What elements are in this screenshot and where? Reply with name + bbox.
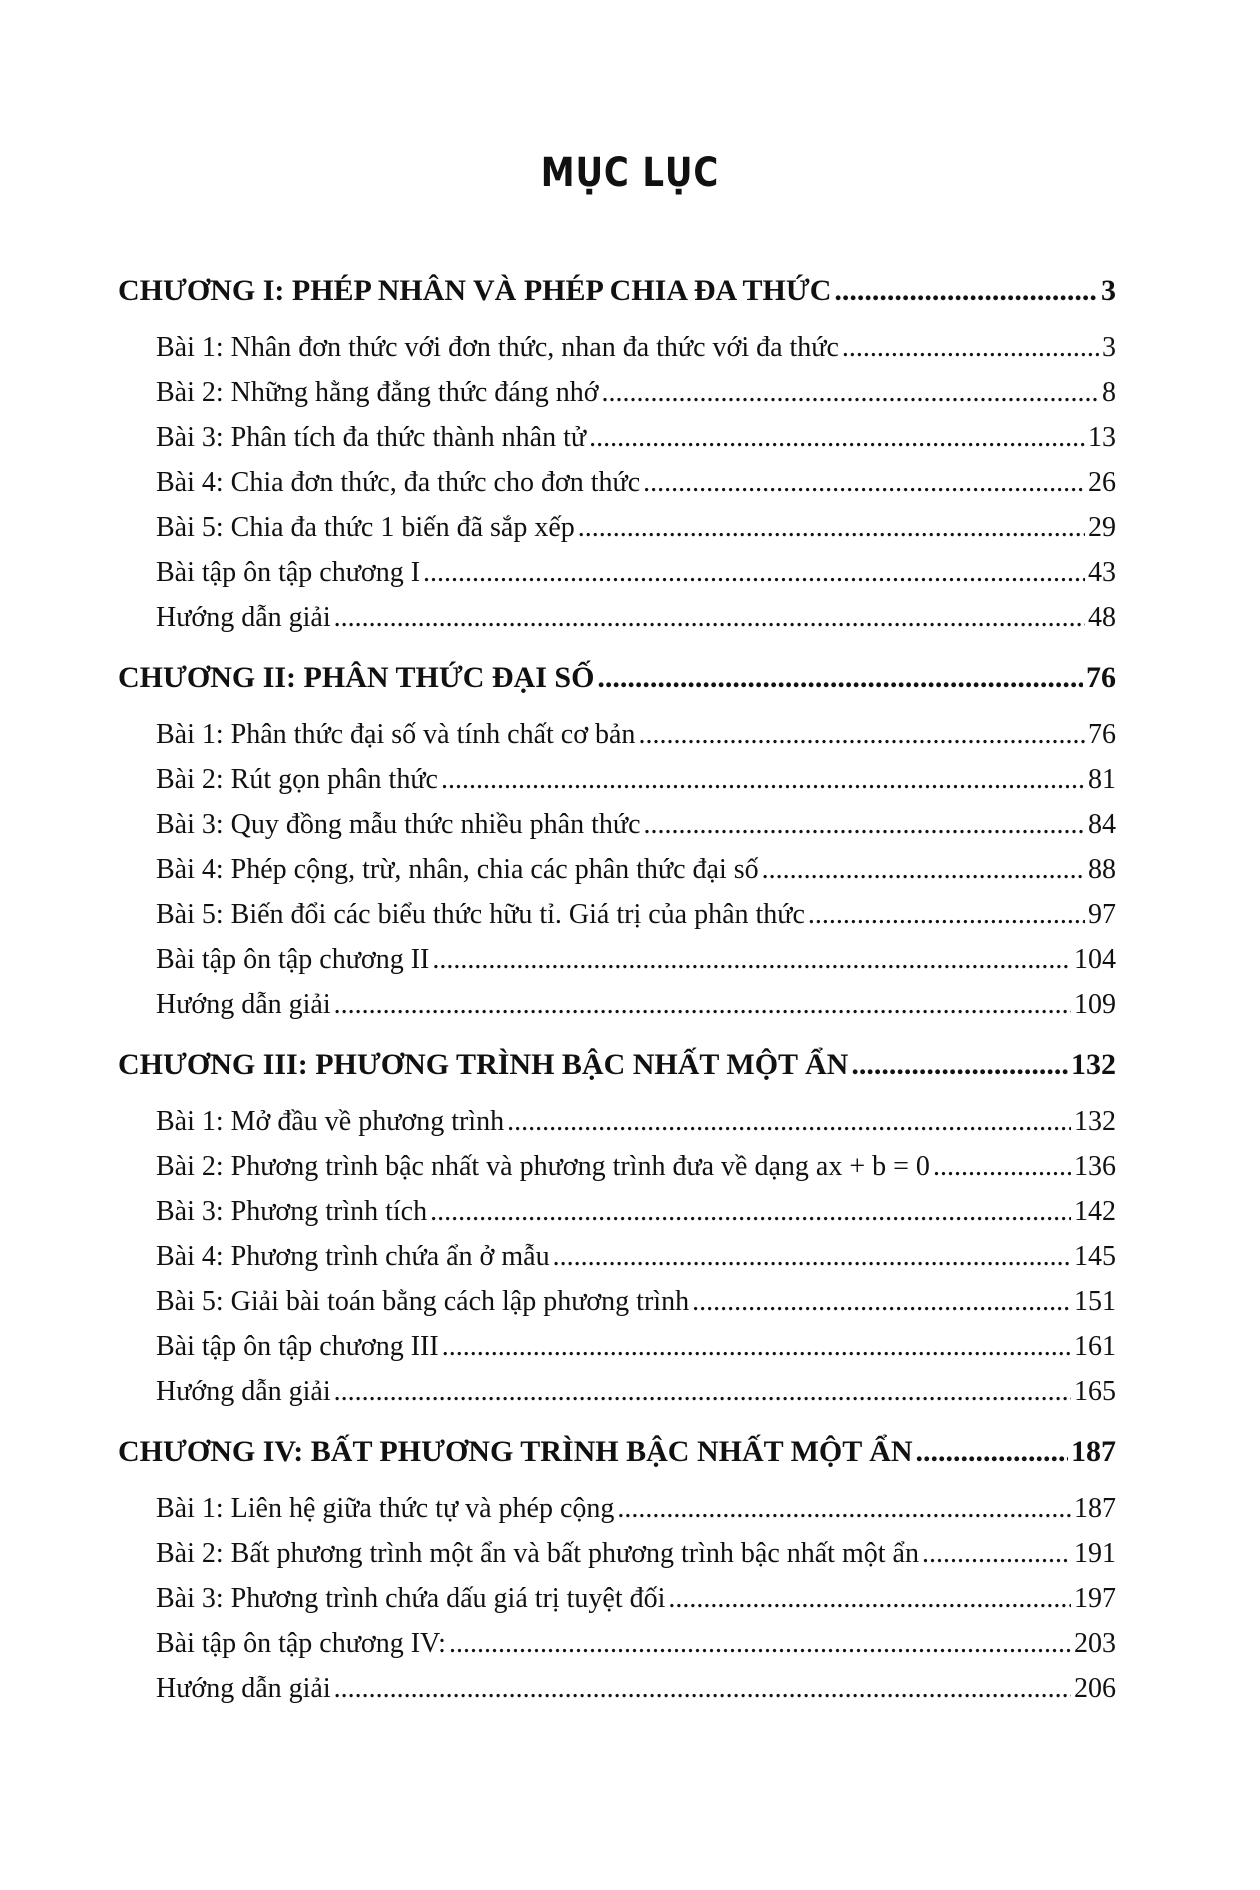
toc-entry[interactable] — [118, 1189, 1116, 1234]
dot-leader — [842, 325, 1099, 370]
toc-entry-label: Bài tập ôn tập chương I — [156, 557, 421, 588]
dot-leader — [334, 982, 1071, 1027]
page-number: 3 — [1101, 274, 1116, 307]
page-number: 84 — [1088, 809, 1116, 840]
toc-entry-label: Bài tập ôn tập chương III — [156, 1331, 439, 1362]
toc-entry[interactable] — [118, 1486, 1116, 1531]
toc-entry[interactable] — [118, 460, 1116, 505]
toc-entry-label: Bài 4: Phép cộng, trừ, nhân, chia các phân thức đại số — [156, 854, 759, 885]
page-number: 48 — [1088, 602, 1116, 633]
toc-entry[interactable] — [118, 415, 1116, 460]
toc-entry-label: Hướng dẫn giải — [156, 1673, 331, 1704]
page-number: 197 — [1074, 1583, 1116, 1614]
toc-entry-label: Bài 4: Chia đơn thức, đa thức cho đơn thức — [156, 467, 641, 498]
toc-entry-label: Bài 2: Bất phương trình một ẩn và bất phương trình bậc nhất một ẩn — [156, 1538, 919, 1569]
dot-leader — [638, 712, 1085, 757]
dot-leader — [553, 1234, 1071, 1279]
page-number: 187 — [1074, 1493, 1116, 1524]
page-number: 132 — [1071, 1048, 1116, 1081]
toc-entry[interactable] — [118, 1144, 1116, 1189]
page-number: 132 — [1074, 1106, 1116, 1137]
toc-entry[interactable] — [118, 595, 1116, 640]
toc-entry-label: Bài 2: Rút gọn phân thức — [156, 764, 438, 795]
dot-leader — [834, 268, 1098, 313]
toc-entry-label: Bài 1: Phân thức đại số và tính chất cơ bản — [156, 719, 636, 750]
toc-entry[interactable] — [118, 1324, 1116, 1369]
toc-entry[interactable] — [118, 505, 1116, 550]
toc-entry-label: Bài 3: Phương trình chứa dấu giá trị tuyệt đối — [156, 1583, 666, 1614]
toc-entry-label: Bài tập ôn tập chương IV: — [156, 1628, 446, 1659]
page-number: 29 — [1088, 512, 1116, 543]
page-number: 97 — [1088, 899, 1116, 930]
toc-entry[interactable] — [118, 1234, 1116, 1279]
page-number: 3 — [1102, 332, 1116, 363]
toc-entry[interactable] — [118, 847, 1116, 892]
dot-leader — [617, 1486, 1071, 1531]
toc-entry[interactable] — [118, 982, 1116, 1027]
dot-leader — [922, 1531, 1071, 1576]
dot-leader — [423, 550, 1085, 595]
page-number: 109 — [1074, 989, 1116, 1020]
page-number: 136 — [1074, 1151, 1116, 1182]
toc-entry[interactable] — [118, 1099, 1116, 1144]
toc-chapter[interactable] — [118, 1429, 1116, 1474]
page-number: 8 — [1102, 377, 1116, 408]
toc-chapter-label: CHƯƠNG I: PHÉP NHÂN VÀ PHÉP CHIA ĐA THỨC — [118, 274, 832, 307]
dot-leader — [589, 415, 1085, 460]
dot-leader — [578, 505, 1085, 550]
dot-leader — [334, 1369, 1071, 1414]
toc-entry[interactable] — [118, 550, 1116, 595]
dot-leader — [933, 1144, 1071, 1189]
page-number: 13 — [1088, 422, 1116, 453]
dot-leader — [507, 1099, 1071, 1144]
toc-chapter-label: CHƯƠNG II: PHÂN THỨC ĐẠI SỐ — [118, 661, 595, 694]
dot-leader — [762, 847, 1085, 892]
toc-entry-label: Bài 5: Biến đổi các biểu thức hữu tỉ. Giá trị của phân thức — [156, 899, 805, 930]
toc-chapter[interactable] — [118, 655, 1116, 700]
dot-leader — [808, 892, 1085, 937]
page-title: MỤC LỤC — [540, 150, 720, 196]
toc-entry[interactable] — [118, 757, 1116, 802]
dot-leader — [334, 595, 1085, 640]
dot-leader — [449, 1621, 1071, 1666]
dot-leader — [643, 460, 1085, 505]
page-number: 26 — [1088, 467, 1116, 498]
toc-entry-label: Bài 3: Phương trình tích — [156, 1196, 428, 1227]
toc-chapter[interactable] — [118, 268, 1116, 313]
dot-leader — [916, 1429, 1068, 1474]
page-number: 76 — [1088, 719, 1116, 750]
toc-entry[interactable] — [118, 1576, 1116, 1621]
toc-entry-label: Bài 5: Chia đa thức 1 biến đã sắp xếp — [156, 512, 575, 543]
page-number: 191 — [1074, 1538, 1116, 1569]
toc-entry-label: Bài 1: Nhân đơn thức với đơn thức, nhan đa thức với đa thức — [156, 332, 839, 363]
toc-entry-label: Bài 5: Giải bài toán bằng cách lập phương trình — [156, 1286, 690, 1317]
dot-leader — [334, 1666, 1071, 1711]
page-number: 206 — [1074, 1673, 1116, 1704]
toc-entry[interactable] — [118, 1531, 1116, 1576]
toc-chapter-label: CHƯƠNG III: PHƯƠNG TRÌNH BẬC NHẤT MỘT ẨN — [118, 1048, 849, 1081]
dot-leader — [430, 1189, 1071, 1234]
dot-leader — [851, 1042, 1068, 1087]
page-number: 43 — [1088, 557, 1116, 588]
toc-entry-label: Bài tập ôn tập chương II — [156, 944, 430, 975]
page-number: 88 — [1088, 854, 1116, 885]
toc-entry-label: Bài 2: Những hằng đẳng thức đáng nhớ — [156, 377, 599, 408]
toc-entry[interactable] — [118, 1621, 1116, 1666]
toc-entry[interactable] — [118, 1666, 1116, 1711]
toc-entry-label: Bài 1: Liên hệ giữa thức tự và phép cộng — [156, 1493, 615, 1524]
page-number: 104 — [1074, 944, 1116, 975]
page-number: 151 — [1074, 1286, 1116, 1317]
toc-entry[interactable] — [118, 1279, 1116, 1324]
toc-entry-label: Bài 3: Quy đồng mẫu thức nhiều phân thức — [156, 809, 641, 840]
dot-leader — [602, 370, 1099, 415]
toc-entry[interactable] — [118, 802, 1116, 847]
toc-chapter-label: CHƯƠNG IV: BẤT PHƯƠNG TRÌNH BẬC NHẤT MỘT ẨN — [118, 1435, 913, 1468]
toc-entry-label: Bài 1: Mở đầu về phương trình — [156, 1106, 505, 1137]
page-number: 161 — [1074, 1331, 1116, 1362]
page-number: 165 — [1074, 1376, 1116, 1407]
page-number: 142 — [1074, 1196, 1116, 1227]
toc-entry[interactable] — [118, 892, 1116, 937]
toc-entry-label: Bài 4: Phương trình chứa ẩn ở mẫu — [156, 1241, 550, 1272]
dot-leader — [441, 757, 1085, 802]
toc-entry[interactable] — [118, 937, 1116, 982]
toc-entry[interactable] — [118, 325, 1116, 370]
toc-entry-label: Bài 2: Phương trình bậc nhất và phương trình đưa về dạng ax + b = 0 — [156, 1151, 930, 1182]
toc-entry[interactable] — [118, 712, 1116, 757]
toc-entry-label: Hướng dẫn giải — [156, 602, 331, 633]
page-number: 76 — [1086, 661, 1116, 694]
dot-leader — [432, 937, 1071, 982]
page-number: 203 — [1074, 1628, 1116, 1659]
page-number: 81 — [1088, 764, 1116, 795]
dot-leader — [644, 802, 1086, 847]
dot-leader — [668, 1576, 1071, 1621]
toc-entry[interactable] — [118, 1369, 1116, 1414]
dot-leader — [597, 655, 1083, 700]
toc-entry[interactable] — [118, 370, 1116, 415]
toc-entry-label: Hướng dẫn giải — [156, 1376, 331, 1407]
toc-entry-label: Bài 3: Phân tích đa thức thành nhân tử — [156, 422, 587, 453]
table-of-contents — [118, 268, 1116, 1711]
page-number: 187 — [1071, 1435, 1116, 1468]
dot-leader — [692, 1279, 1071, 1324]
toc-entry-label: Hướng dẫn giải — [156, 989, 331, 1020]
page-number: 145 — [1074, 1241, 1116, 1272]
dot-leader — [442, 1324, 1071, 1369]
toc-chapter[interactable] — [118, 1042, 1116, 1087]
